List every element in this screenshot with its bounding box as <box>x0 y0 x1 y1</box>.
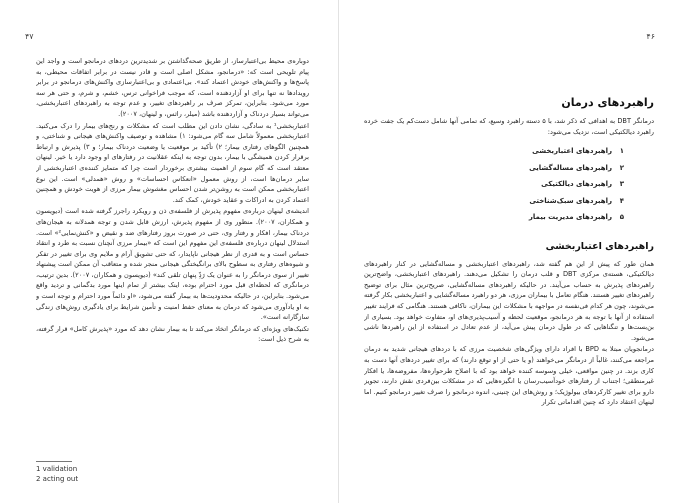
strategy-list <box>364 143 624 226</box>
right-paragraph-1: همان طور که پیش از این هم گفته شد، راهبردهای اعتباربخشی و مساله‌گشایی در کنار راهبردهای دیالکتیکی، هسته‌ی مرکزی DBT و قلب درمان را تشکیل می‌دهند. راهبردهای اعتباربخشی، واضح‌ترین راهبردهای پذیرش به حساب می‌آیند. در حالیکه راهبردهای مساله‌گشایی، صریح‌ترین مثال برای توضیح راهبردهای تغییر هستند. هنگام تعامل با بیماران مرزی، هر دو راهبرد مساله‌گشایی و اعتباربخشی بکار گرفته می‌شوند، چون هر کدام فی‌نفسه در مواجهه با مشکلات این بیماران، ناکافی هستند. هنگامی که فرایند تغییر استفاده از آنها با توجه به هر درمانجو، موقعیت لحظه و آسیب‌پذیری‌های او، متفاوت خواهد بود. بسیاری از بن‌بست‌ها و تنگناهایی که در طول درمان پیش می‌آید، از عدم تعادل در استفاده از این راهبردها ناشی می‌شود. <box>364 259 654 342</box>
strategy-number: ۴ <box>619 196 624 205</box>
strategy-label: راهبردهای دیالکتیکی <box>541 180 612 189</box>
footnote-divider <box>36 461 72 462</box>
left-paragraph-1: دوباره‌ی محیط بی‌اعتبارساز، از طریق صحه‌گذاشتن بر شدیدترین دردهای درمانجو است و واجد این پیام تلویحی است که: «درمانجو، مشکل اصلی است و قادر نیست در برابر اتفاقات محیطی، به پاسخ‌ها و واکنش‌های خودش اعتماد کند». بی‌اعتمادی و بی‌اعتبارسازی واکنش‌های درمانجو در برابر رویدادها نه تنها برای او آزاردهنده است، که موجب فراخوانی ترس، خشم، و شرم، و حتی هر سه مورد می‌شود. بنابراین، تمرکز صرف بر راهبردهای تغییر، و عدم توجه به راهبردهای اعتباربخشی، می‌تواند بسیار دردناک و آزاردهنده باشد (میلر، راثس، و لینهان، ۲۰۰۷). <box>36 57 309 118</box>
strategy-number: ۳ <box>619 180 624 189</box>
strategy-number: ۱ <box>619 147 624 156</box>
left-page-number: ۴۷ <box>25 32 34 41</box>
left-page-body <box>36 56 309 481</box>
strategy-item <box>364 193 624 210</box>
strategy-item <box>364 209 624 226</box>
strategy-item <box>364 176 624 193</box>
right-page-number: ۴۶ <box>646 32 655 41</box>
strategy-item <box>364 143 624 160</box>
left-paragraph-2: اعتباربخشی¹ به سادگی، نشان دادن این مطلب است که مشکلات و رنج‌های بیمار را درک می‌کنید. اعتباربخشی معمولاً شامل سه گام می‌شود: ۱) مشاهده و توصیف واکنش‌های هیجانی و شناختی، و همچنین الگوهای رفتاری بیمار؛ ۲) تأکید بر موقعیت یا وضعیت دردناک بیمار؛ و ۳) پذیرش و ارتباط برقرار کردن همیشگی با بیمار، بدون توجه به اینکه عقلانیت در رفتارهای او وجود دارد یا خیر. لینهان معتقد است که گام سوم از اهمیت بیشتری برخوردار است چرا که متمایز کننده‌ی اعتباربخشی از سایر درمان‌ها است، از روش معمول «انعکاس احساسات» و روش «همدلی» است. این نوع اعتباربخشی ممکن است به روشن‌تر شدن احساس مغشوش بیمار مرزی از هویت خودش و همچنین اعتماد کردن به ادراکات و عقاید خودش، کمک کند. <box>36 121 309 204</box>
strategy-item <box>364 160 624 177</box>
chapter-heading: راهبردهای درمان <box>561 96 654 109</box>
left-paragraph-4: تکنیک‌های ویژه‌ای که درمانگر اتخاذ می‌کند تا به بیمار نشان دهد که مورد «پذیرش کامل» قرار گرفته، به شرح ذیل است: <box>36 324 309 344</box>
page-gutter <box>338 0 339 503</box>
right-intro: درمانگر DBT به اهدافی که ذکر شد، با ۵ دسته راهبرد وسیع، که تمامی آنها شامل دست‌کم یک جفت خرده راهبرد دیالکتیکی است، نزدیک می‌شود: <box>364 117 654 136</box>
left-paragraph-3: اندیشه‌ی لینهان درباره‌ی مفهوم پذیرش از فلسفه‌ی ذن و رویکرد راجرز گرفته شده است (دیویسون و همکاران، ۲۰۰۷). منظور وی از مفهوم پذیرش، ارزش قابل شدن و توجه همدلانه به هیجان‌های دردناک بیمار، افکار و رفتار وی، حتی در صورت بروز رفتارهای ضد و نقیض و «کنش‌نمایی²» است. استدلال لینهان درباره‌ی فلسفه‌ی این مفهوم این است که «بیمار مرزی آنچنان نسبت به طرد و انتقاد حساس است و به قدری از نظر هیجانی ناپایدار، که حتی تشویق آرام و ملایم وی برای تغییر در تفکر و شیوه‌های رفتاری به سطوح بالای برانگیختگی هیجانی منجر شده و متعاقب آن ممکن است پیشنهاد تغییر از سوی درمانگر را به عنوان یک رَدّ‌ِ پنهان تلقی کند» (دیویسون و همکاران، ۲۰۰۷). بدین ترتیب، درمانگری که لحظه‌ای قبل مورد احترام بوده، اینک بیشتر از تمام اینها مورد بدگمانی و تردید واقع می‌شود. بنابراین، در حالیکه محدودیت‌ها به بیمار گفته می‌شود، «او دائماً مورد احترام و توجه است و به او یادآوری می‌شود که درمان به معنای حفظ امنیت و تأمین شرایط برای یادگیری روش‌های زندگی سازگارانه است». <box>36 207 309 322</box>
strategy-label: راهبردهای سبک‌شناختی <box>529 196 612 205</box>
right-page-body <box>364 96 654 496</box>
strategy-label: راهبردهای مدیریت بیمار <box>528 213 612 222</box>
footnote-2: 2 acting out <box>36 475 79 483</box>
section-heading: راهبردهای اعتباربخشی <box>545 240 654 252</box>
strategy-label: راهبردهای مساله‌گشایی <box>529 163 612 172</box>
strategy-number: ۲ <box>619 163 624 172</box>
strategy-label: راهبردهای اعتباربخشی <box>532 147 612 156</box>
footnotes <box>36 464 309 484</box>
footnote-1: 1 validation <box>36 465 78 473</box>
strategy-number: ۵ <box>619 213 624 222</box>
right-paragraph-2: درمانجویان مبتلا به BPD با افراد دارای ویژگی‌های شخصیت مرزی که با دردهای هیجانی شدید به درمان مراجعه می‌کنند، غالباً از درمانگر می‌خواهند (و یا حتی از او توقع دارند) که برای تغییر دردهای آنها دست به کاری بزند. در چنین مواقعی، خیلی وسوسه کننده خواهد بود که با اصلاح طرحواره‌ها، مفروضه‌ها، یا افکار غیرمنطقی؛ اجتناب از رفتارهای خودآسیب‌رسان یا انگیزه‌هایی که در مشکلات بین‌فردی نقش دارند، تجویز دارو برای تغییر کارکردهای بیولوژیک؛ و روش‌های این چنینی، اندوه درمانجو را صرف تغییر درمانجو کنیم. اما لینهان اعتقاد دارد که چنین اقداماتی تکرار <box>364 345 654 407</box>
